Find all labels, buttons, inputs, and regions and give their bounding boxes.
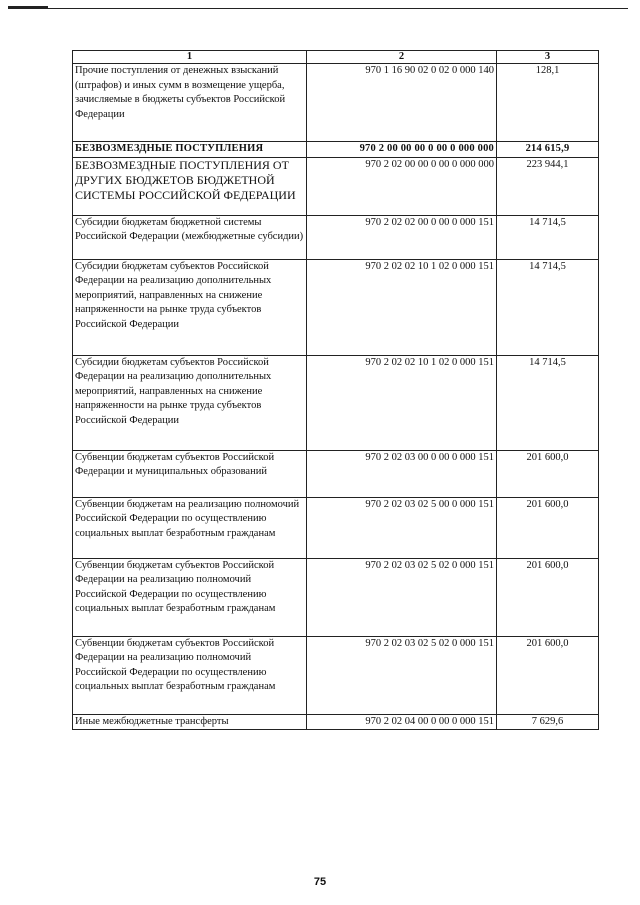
row-amount: 14 714,5: [497, 259, 599, 355]
row-name: Субвенции бюджетам субъектов Российской Федерации на реализацию полномочий Российской Федерации по осуществлению социальных выплат безработным гражданам: [73, 558, 307, 636]
row-amount: 201 600,0: [497, 450, 599, 497]
row-name: БЕЗВОЗМЕЗДНЫЕ ПОСТУПЛЕНИЯ ОТ ДРУГИХ БЮДЖЕТОВ БЮДЖЕТНОЙ СИСТЕМЫ РОССИЙСКОЙ ФЕДЕРАЦИИ: [73, 157, 307, 215]
page-number: 75: [313, 876, 327, 888]
row-amount: 14 714,5: [497, 355, 599, 450]
row-code: 970 2 02 03 02 5 02 0 000 151: [307, 636, 497, 714]
budget-table: [72, 50, 599, 730]
row-name: Субсидии бюджетам субъектов Российской Федерации на реализацию дополнительных мероприятий, направленных на снижение напряженности на рынке труда субъектов Российской Федерации: [73, 259, 307, 355]
row-code: 970 2 02 02 10 1 02 0 000 151: [307, 355, 497, 450]
row-name: Иные межбюджетные трансферты: [73, 714, 307, 730]
row-code: 970 2 02 00 00 0 00 0 000 000: [307, 157, 497, 215]
row-amount: 201 600,0: [497, 497, 599, 558]
row-name: Субсидии бюджетам бюджетной системы Российской Федерации (межбюджетные субсидии): [73, 215, 307, 259]
table-row: [73, 64, 599, 142]
table-row: [73, 157, 599, 215]
row-name: Прочие поступления от денежных взысканий (штрафов) и иных сумм в возмещение ущерба, зачисляемые в бюджеты субъектов Российской Федерации: [73, 64, 307, 142]
table-row: [73, 497, 599, 558]
row-name: БЕЗВОЗМЕЗДНЫЕ ПОСТУПЛЕНИЯ: [73, 142, 307, 158]
table-row: [73, 558, 599, 636]
row-code: 970 2 00 00 00 0 00 0 000 000: [307, 142, 497, 158]
table-row: [73, 450, 599, 497]
table-row: [73, 355, 599, 450]
row-amount: 7 629,6: [497, 714, 599, 730]
table-row: [73, 142, 599, 158]
row-code: 970 2 02 04 00 0 00 0 000 151: [307, 714, 497, 730]
row-name: Субвенции бюджетам субъектов Российской Федерации на реализацию полномочий Российской Федерации по осуществлению социальных выплат безработным гражданам: [73, 636, 307, 714]
header-col-3: 3: [497, 51, 599, 64]
row-code: 970 2 02 02 00 0 00 0 000 151: [307, 215, 497, 259]
row-amount: 201 600,0: [497, 558, 599, 636]
table-row: [73, 636, 599, 714]
row-code: 970 2 02 03 02 5 00 0 000 151: [307, 497, 497, 558]
row-amount: 214 615,9: [497, 142, 599, 158]
row-name: Субсидии бюджетам субъектов Российской Федерации на реализацию дополнительных мероприятий, направленных на снижение напряженности на рынке труда субъектов Российской Федерации: [73, 355, 307, 450]
row-amount: 223 944,1: [497, 157, 599, 215]
header-col-2: 2: [307, 51, 497, 64]
table-row: [73, 215, 599, 259]
row-code: 970 2 02 02 10 1 02 0 000 151: [307, 259, 497, 355]
row-name: Субвенции бюджетам на реализацию полномочий Российской Федерации по осуществлению социальных выплат безработным гражданам: [73, 497, 307, 558]
row-amount: 14 714,5: [497, 215, 599, 259]
header-rule: [8, 8, 628, 9]
row-code: 970 1 16 90 02 0 02 0 000 140: [307, 64, 497, 142]
row-code: 970 2 02 03 00 0 00 0 000 151: [307, 450, 497, 497]
header-row: [73, 51, 599, 64]
row-amount: 201 600,0: [497, 636, 599, 714]
row-code: 970 2 02 03 02 5 02 0 000 151: [307, 558, 497, 636]
table-row: [73, 714, 599, 730]
table-row: [73, 259, 599, 355]
header-col-1: 1: [73, 51, 307, 64]
row-amount: 128,1: [497, 64, 599, 142]
row-name: Субвенции бюджетам субъектов Российской Федерации и муниципальных образований: [73, 450, 307, 497]
